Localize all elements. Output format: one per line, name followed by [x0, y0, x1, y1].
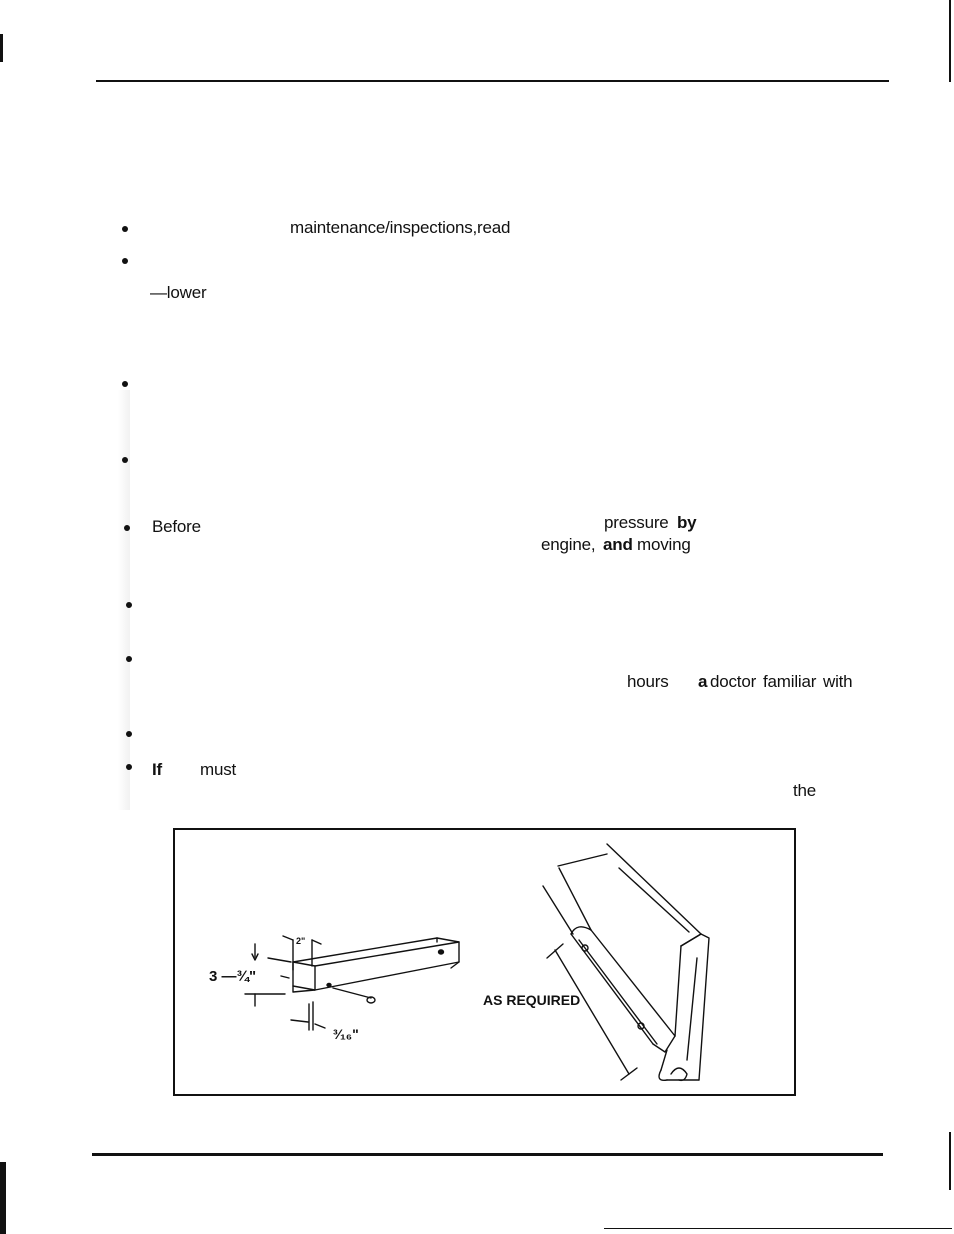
footer-small-rule	[604, 1228, 952, 1229]
bullet	[122, 226, 128, 232]
text-fragment: pressure	[604, 513, 669, 532]
text-fragment: by	[677, 513, 697, 532]
text-fragment: familiar	[763, 672, 817, 691]
right-edge-mark-top	[949, 0, 951, 82]
bullet	[122, 457, 128, 463]
text-fragment: and	[603, 535, 633, 554]
text-fragment: —lower	[150, 283, 207, 302]
as-required-label: AS REQUIRED	[483, 992, 581, 1008]
bullet	[126, 764, 132, 770]
margin-shading	[118, 390, 130, 810]
figure-frame	[173, 828, 796, 1096]
bullet	[126, 656, 132, 662]
bullet	[122, 258, 128, 264]
header-rule	[96, 80, 889, 82]
bullet	[126, 731, 132, 737]
text-fragment: Before	[152, 517, 201, 536]
bullet	[124, 525, 130, 531]
text-fragment: must	[200, 760, 237, 779]
left-edge-mark-bottom	[0, 1162, 6, 1234]
left-edge-mark-top	[0, 34, 3, 62]
bullet	[126, 602, 132, 608]
support-bracket-illustration	[175, 830, 794, 1094]
bullet	[122, 381, 128, 387]
text-fragment: the	[793, 781, 817, 800]
text-fragment: maintenance/inspections,read	[290, 218, 511, 237]
text-fragment: moving	[637, 535, 691, 554]
text-fragment: with	[823, 672, 853, 691]
installed-support-drawing	[543, 844, 709, 1080]
right-edge-mark-bottom	[949, 1132, 951, 1190]
footer-rule	[92, 1153, 883, 1156]
text-fragment: If	[152, 760, 162, 779]
text-fragment: engine,	[541, 535, 596, 554]
channel-bracket-drawing	[245, 936, 459, 1030]
dimension-height-label: 3 —¾"	[209, 968, 257, 985]
text-fragment: a	[698, 672, 708, 691]
dimension-width-label: 2"	[296, 936, 306, 946]
dimension-thickness-label: ³⁄₁₆"	[333, 1026, 359, 1042]
text-fragment: hours	[627, 672, 669, 691]
text-fragment: doctor	[710, 672, 757, 691]
